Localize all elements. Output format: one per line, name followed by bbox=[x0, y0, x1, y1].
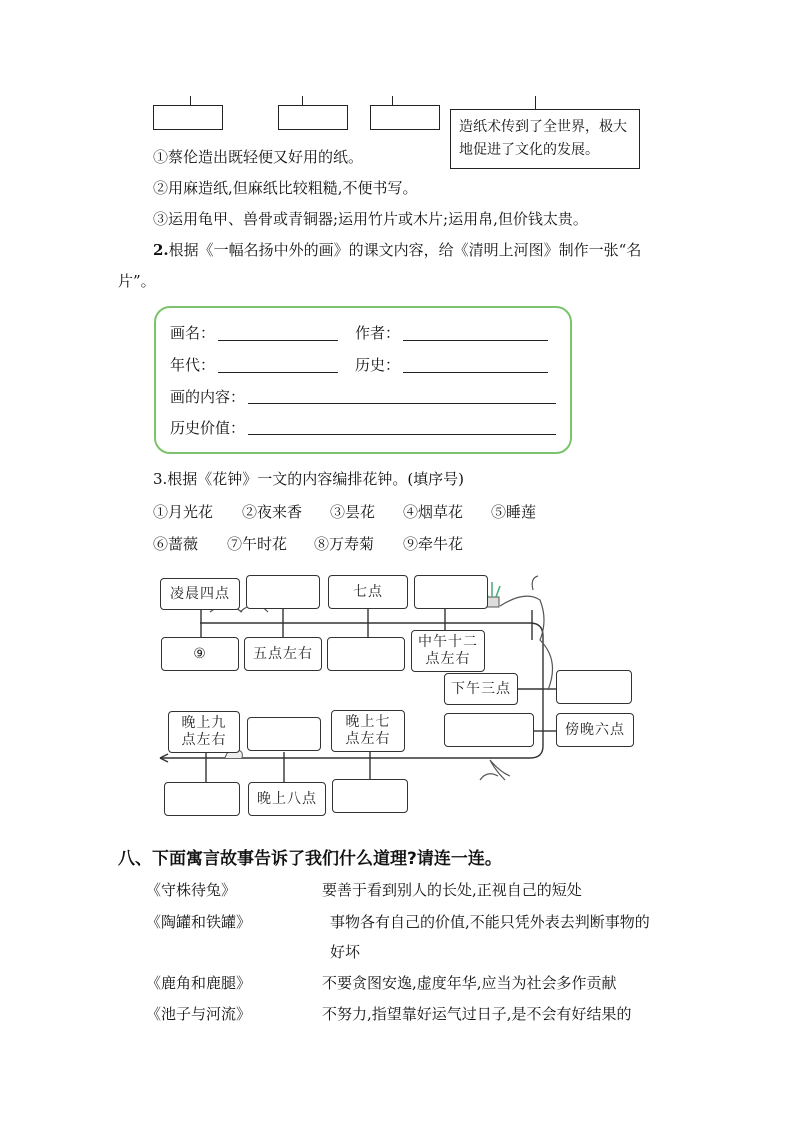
9pm-line1: 晚上九 bbox=[181, 715, 227, 731]
flower-9: ⑨牵牛花 bbox=[403, 535, 464, 553]
story-1[interactable]: 《守株待兔》 bbox=[146, 881, 237, 899]
question-number: 2. bbox=[153, 241, 169, 259]
answer-box-3pm[interactable] bbox=[556, 670, 632, 704]
question-2-text: 根据《一幅名扬中外的画》的课文内容，给《清明上河图》制作一张“名 bbox=[168, 241, 642, 259]
noon-line1: 中午十二 bbox=[418, 634, 478, 650]
option-3: ③运用龟甲、兽骨或青铜器;运用竹片或木片;运用帛,但价钱太贵。 bbox=[153, 210, 588, 228]
time-box-7pm bbox=[331, 710, 405, 752]
time-box-6pm: 傍晚六点 bbox=[556, 713, 634, 747]
moral-3[interactable]: 不要贪图安逸,虚度年华,应当为社会多作贡献 bbox=[322, 974, 617, 992]
flower-8: ⑧万寿菊 bbox=[314, 535, 375, 553]
flower-4: ④烟草花 bbox=[403, 503, 464, 521]
flower-1: ①月光花 bbox=[153, 503, 214, 521]
content-label: 画的内容： bbox=[170, 388, 246, 406]
moral-4[interactable]: 不努力,指望靠好运气过日子,是不会有好结果的 bbox=[322, 1005, 632, 1023]
answer-box-5am[interactable] bbox=[327, 637, 405, 671]
section-8-title: 八、下面寓言故事告诉了我们什么道理?请连一连。 bbox=[118, 849, 502, 869]
question-2-cont: 片”。 bbox=[118, 272, 156, 290]
moral-2-cont: 好坏 bbox=[330, 943, 361, 961]
flower-3: ③昙花 bbox=[330, 503, 376, 521]
flower-7: ⑦午时花 bbox=[227, 535, 288, 553]
time-box-8pm: 晚上八点 bbox=[248, 782, 326, 816]
time-box-9pm bbox=[168, 711, 240, 753]
time-box-4am: 凌晨四点 bbox=[160, 578, 240, 610]
9pm-line2: 点左右 bbox=[181, 732, 227, 748]
answer-box-4am[interactable]: ⑨ bbox=[161, 637, 239, 671]
story-2[interactable]: 《陶罐和铁罐》 bbox=[146, 913, 252, 931]
answer-box-9pm-row[interactable] bbox=[164, 782, 240, 816]
flower-2: ②夜来香 bbox=[242, 503, 303, 521]
answer-box-9pm[interactable] bbox=[247, 717, 321, 751]
answer-box-7am-row[interactable] bbox=[414, 575, 488, 609]
7pm-line1: 晚上七 bbox=[345, 714, 391, 730]
era-label: 年代： bbox=[170, 356, 216, 374]
flower-6: ⑥蔷薇 bbox=[153, 535, 199, 553]
history-label: 历史： bbox=[355, 356, 401, 374]
value-label: 历史价值： bbox=[170, 419, 246, 437]
time-box-3pm: 下午三点 bbox=[444, 673, 518, 705]
author-label: 作者： bbox=[355, 324, 401, 342]
time-box-5am: 五点左右 bbox=[244, 637, 322, 671]
answer-box-4am-row[interactable] bbox=[246, 575, 320, 609]
question-3: 3.根据《花钟》一文的内容编排花钟。(填序号) bbox=[153, 470, 465, 488]
moral-2[interactable]: 事物各有自己的价值,不能只凭外表去判断事物的 bbox=[330, 913, 650, 931]
noon-line2: 点左右 bbox=[425, 651, 471, 667]
option-2: ②用麻造纸,但麻纸比较粗糙,不便书写。 bbox=[153, 179, 418, 197]
answer-box-7pm[interactable] bbox=[444, 713, 534, 747]
flower-5: ⑤睡莲 bbox=[491, 503, 537, 521]
name-label: 画名： bbox=[170, 324, 216, 342]
story-4[interactable]: 《池子与河流》 bbox=[146, 1005, 252, 1023]
story-3[interactable]: 《鹿角和鹿腿》 bbox=[146, 974, 252, 992]
final-stage-box: 造纸术传到了全世界，极大地促进了文化的发展。 bbox=[450, 109, 640, 169]
option-1: ①蔡伦造出既轻便又好用的纸。 bbox=[153, 148, 364, 166]
time-box-7am: 七点 bbox=[328, 575, 408, 609]
answer-box-8pm[interactable] bbox=[332, 779, 408, 813]
time-box-noon bbox=[411, 630, 485, 672]
7pm-line2: 点左右 bbox=[345, 731, 391, 747]
moral-1[interactable]: 要善于看到别人的长处,正视自己的短处 bbox=[322, 881, 582, 899]
